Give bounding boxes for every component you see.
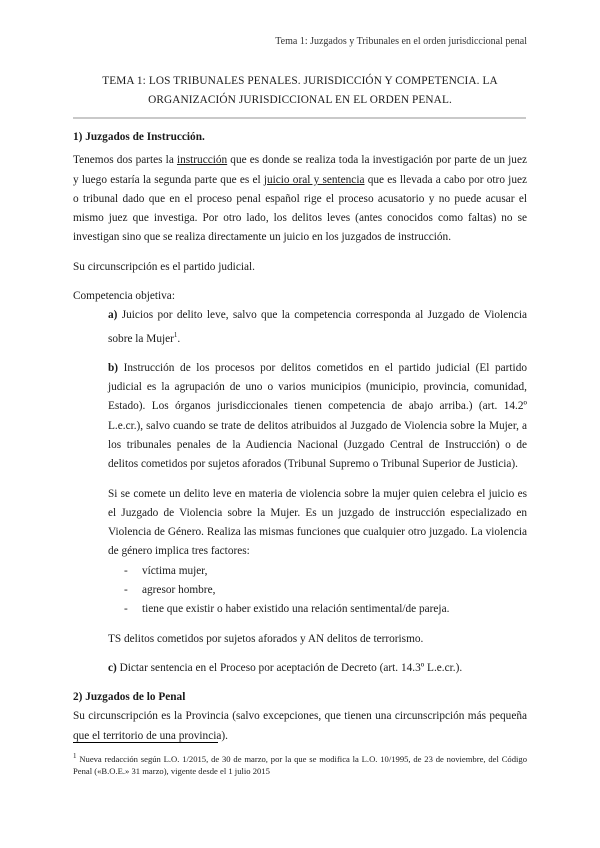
chapter-title [73, 72, 527, 110]
document-body [73, 128, 527, 746]
chapter-title-line-1: TEMA 1: LOS TRIBUNALES PENALES. JURISDICCIÓN Y COMPETENCIA. LA [102, 75, 498, 87]
item-a: a) Juicios por delito leve, salvo que la competencia corresponda al Juzgado de Violencia sobre la Mujer$^1$. [108, 309, 527, 345]
item-c: c) Dictar sentencia en el Proceso por aceptación de Decreto (art. 14.3º L.e.cr.). [108, 661, 463, 674]
chapter-title-line-2: ORGANIZACIÓN JURISDICCIONAL EN EL ORDEN PENAL. [148, 94, 452, 106]
title-divider [73, 117, 526, 119]
list-item: - agresor hombre, [108, 581, 527, 600]
running-header: Tema 1: Juzgados y Tribunales en el orden jurisdiccional penal [275, 36, 527, 47]
paragraph-instruccion: Tenemos dos partes la instrucción que es donde se realiza toda la investigación por parte de un juez y luego estaría la segunda parte que es el juicio oral y sentencia que es llevada a cabo por otro juez o tribunal dado que en el proceso penal español rige el proceso acusatorio y no puede acusar el mismo juez que investiga. Por otro lado, los delitos leves (antes conocidos como faltas) no se investigan sino que se realiza directamente un juicio en los juzgados de instrucción. [73, 154, 528, 244]
paragraph-violencia-genero: Si se comete un delito leve en materia de violencia sobre la mujer quien celebra el juicio es el Juzgado de Violencia sobre la Mujer. Es un juzgado de instrucción especializado en Violencia de Género. Realiza las mismas funciones que cualquier otro juzgado. La violencia de género implica tres factores: [108, 487, 527, 558]
term-juicio-oral: juicio oral y sentencia [263, 173, 365, 186]
list-item: - tiene que existir o haber existido una relación sentimental/de pareja. [108, 600, 527, 619]
footnote-divider [73, 742, 218, 743]
list-item: - víctima mujer, [108, 562, 527, 581]
factors-list [108, 562, 527, 620]
paragraph-ts-an: TS delitos cometidos por sujetos aforados y AN delitos de terrorismo. [108, 632, 424, 645]
footnote-marker[interactable]: 1 [173, 330, 178, 339]
footnote: $^1$ Nueva redacción según L.O. 1/2015, de 30 de marzo, por la que se modifica la L.O. 10/1995, de 23 de noviembre, del Código Penal («B.O.E.» 31 marzo), vigente desde el 1 julio 2015 [73, 752, 527, 776]
paragraph-provincia: Su circunscripción es la Provincia (salvo excepciones, que tienen una circunscripción más pequeña que el territorio de una provincia). [73, 710, 527, 742]
section-heading-juzgados-penal: 2) Juzgados de lo Penal [73, 691, 186, 704]
section-heading-juzgados-instruccion: 1) Juzgados de Instrucción. [73, 131, 205, 143]
item-b: b) Instrucción de los procesos por delitos cometidos en el partido judicial (El partido judicial es la agrupación de uno o varios municipios (municipio, provincia, comunidad, Estado). Los órganos jurisdiccionales tienen competencia de abajo arriba.) (art. 14.2º L.e.cr.), salvo cuando se trate de delitos atribuidos al Juzgado de Violencia sobre la Mujer, a los tribunales penales de la Audiencia Nacional (Juzgado Central de Instrucción) o de delitos cometidos por sujetos aforados (Tribunal Supremo o Tribunal Superior de Justicia). [108, 361, 527, 471]
paragraph-circunscripcion: Su circunscripción es el partido judicial. [73, 260, 255, 273]
paragraph-competencia-objetiva: Competencia objetiva: [73, 290, 175, 303]
term-instruccion: instrucción [176, 154, 228, 167]
